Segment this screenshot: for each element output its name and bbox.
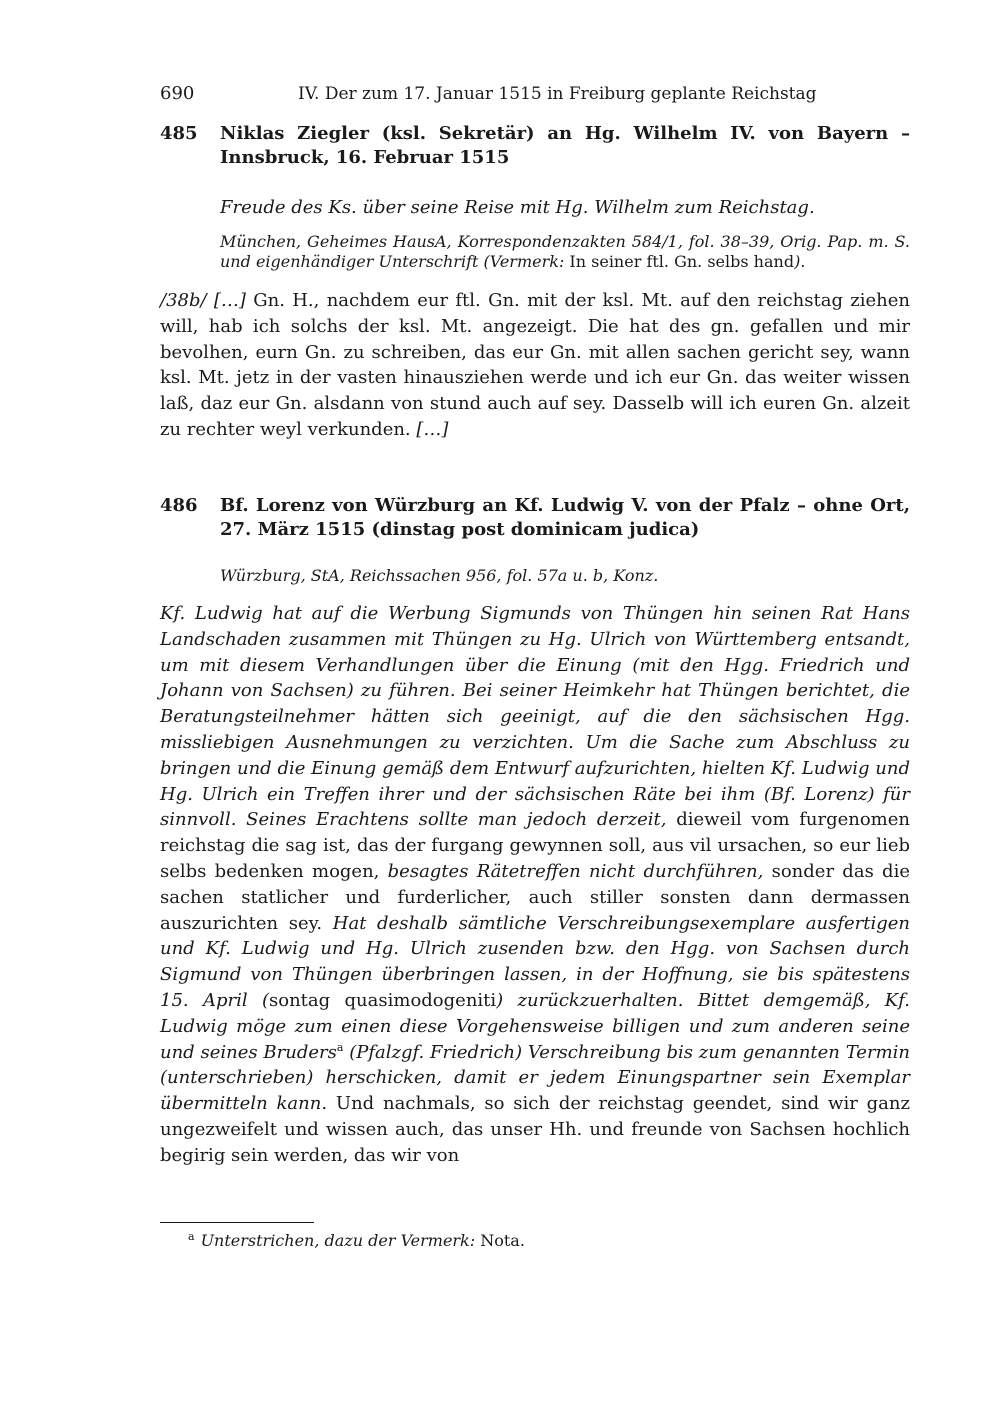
footnote-mark: a [188,1229,195,1243]
entry-486-body [160,601,910,1169]
running-head-title: IV. Der zum 17. Januar 1515 in Freiburg geplante Reichstag [298,84,817,104]
footnote-italic: Unterstrichen, dazu der Vermerk: [200,1231,481,1250]
footnote-text: Nota. [480,1231,525,1250]
body-seg-8: (Pfalzgf. Friedrich) Verschreibung bis zum genannten Termin (unterschrieben) herschicken, damit er jedem Einungspartner sein Exemplar übermitteln kann. [160,1041,910,1115]
entry-title: Niklas Ziegler (ksl. Sekretär) an Hg. Wilhelm IV. von Bayern – Innsbruck, 16. Februar 1515 [220,123,910,168]
footnote-rule [160,1222,314,1223]
entry-486-source [220,566,910,586]
source-quote: In seiner ftl. Gn. selbs hand [569,252,795,271]
entry-486-heading [160,494,910,544]
entry-title: Bf. Lorenz von Würzburg an Kf. Ludwig V. von der Pfalz – ohne Ort, 27. März 1515 (dinstag post dominicam judica) [220,495,910,540]
footnote [188,1230,908,1252]
body-seg-9: Und nachmals, so sich der reichstag geendet, sind wir ganz ungezweifelt und wissen auch, das unser Hh. und freunde von Sachsen hochlich begirig sein werden, das wir von [160,1093,910,1166]
source-citation: München, Geheimes HausA, Korrespondenzakten 584/1, fol. 38–39, Orig. Pap. m. S. und eigenhändiger Unterschrift (Vermerk: [220,232,910,271]
body-seg-3: besagtes Rätetreffen nicht durchführen, [387,860,764,882]
body-seg-2: dieweil vom furgenomen reichstag die sag ist, das der furgang gewynnen soll, aus vil ursachen, so eur lieb selbs bedenken mogen, [160,809,910,882]
body-seg-1: Kf. Ludwig hat auf die Werbung Sigmunds von Thüngen hin seinen Rat Hans Landschaden zusammen mit Thüngen zu Hg. Ulrich von Württemberg entsandt, um mit diesem Verhandlungen über die Einung (mit den Hgg. Friedrich und Johann von Sachsen) zu führen. Bei seiner Heimkehr hat Thüngen berichtet, die Beratungsteilnehmer hätten sich geeinigt, auf die den sächsischen Hgg. missliebigen Ausnehmungen zu verzichten. Um die Sache zum Abschluss zu bringen und die Einung gemäß dem Entwurf aufzurichten, hielten Kf. Ludwig und Hg. Ulrich ein Treffen ihrer und der sächsischen Räte bei ihm (Bf. Lorenz) für sinnvoll. Seines Erachtens sollte man jedoch derzeit, [160,603,910,831]
source-end: ). [794,252,806,271]
folio-marker: /38b/ […] [160,290,254,311]
source-citation: Würzburg, StA, Reichssachen 956, fol. 57a u. b, Konz. [220,566,659,585]
body-seg-5: Hat deshalb sämtliche Verschreibungsexemplare ausfertigen und Kf. Ludwig und Hg. Ulrich zusenden bzw. den Hgg. von Sachsen durch Sigmund von Thüngen überbringen lassen, in der Hoffnung, sie bis spätestens 15. April ( [160,912,911,1011]
entry-485-source [220,232,910,272]
body-seg-7: ) zurückzuerhalten. Bittet demgemäß, Kf. Ludwig möge zum einen diese Vorgehensweise billigen und zum anderen seine und seines Bruders [160,989,910,1063]
entry-485-regest: Freude des Ks. über seine Reise mit Hg. Wilhelm zum Reichstag. [220,197,815,218]
footnote-ref: a [336,1040,344,1054]
letter-text: Gn. H., nachdem eur ftl. Gn. mit der ksl. Mt. auf den reichstag ziehen will, hab ich solchs der ksl. Mt. angezeigt. Die hat des gn. gefallen und mir bevolhen, eurn Gn. zu schreiben, das eur Gn. mit allen sachen gericht sey, wann ksl. Mt. jetz in der vasten hinausziehen werde und ich eur Gn. das weiter wissen laß, daz eur Gn. alsdann von stund auch auf sey. Dasselb will ich euren Gn. alzeit zu rechter weyl verkunden. [160,290,911,440]
omission-marker: […] [416,418,449,440]
running-head [160,80,910,108]
page-number: 690 [160,83,195,104]
body-seg-6: sontag quasimodogeniti [269,989,497,1011]
entry-number: 485 [160,123,198,144]
entry-485-body [160,288,910,443]
entry-number: 486 [160,495,198,516]
entry-485-heading [160,122,910,172]
body-seg-4: sonder das die sachen statlicher und furderlicher, auch stiller sonsten dann dermassen auszurichten sey. [160,860,910,934]
